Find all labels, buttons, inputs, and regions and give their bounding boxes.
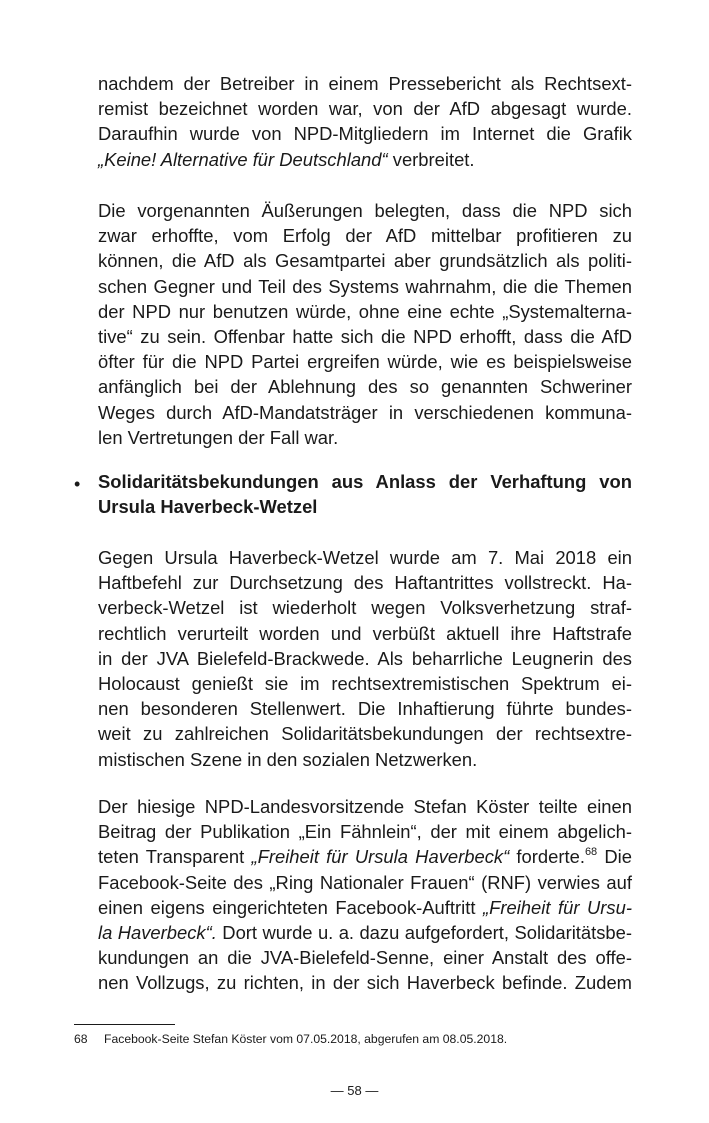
text-fragment: einen eigens eingerichteten Facebook-Auftritt — [98, 896, 483, 918]
text-line: Haftbefehl zur Durchsetzung des Haftantrittes vollstreckt. Ha- — [98, 572, 632, 594]
italic-quote: „Freiheit für Ursu- — [483, 896, 632, 918]
text-line: schen Gegner und Teil des Systems wahrnahm, die die Themen — [98, 275, 632, 297]
italic-quote: la Haverbeck“. — [98, 922, 217, 944]
heading-line: Ursula Haverbeck-Wetzel — [98, 496, 318, 518]
text-line: Beitrag der Publikation „Ein Fähnlein“, der mit einem abgelich- — [98, 821, 632, 843]
paragraph-4 — [98, 794, 632, 996]
text-line: Daraufhin wurde von NPD-Mitgliedern im Internet die Grafik — [98, 123, 632, 145]
text-line: Holocaust genießt sie im rechtsextremistischen Spektrum ei- — [98, 673, 632, 695]
text-fragment: forderte. — [509, 846, 585, 868]
footnote-reference[interactable]: 68 — [584, 846, 598, 859]
text-line: remist bezeichnet worden war, von der AfD abgesagt wurde. — [98, 98, 632, 120]
text-line: nen besonderen Stellenwert. Die Inhaftierung führte bundes- — [98, 698, 632, 720]
text-line: öfter für die NPD Partei ergreifen würde, wie es beispielsweise — [98, 351, 632, 373]
text-line: zwar erhoffte, vom Erfolg der AfD mittelbar profitieren zu — [98, 225, 632, 247]
paragraph-1 — [98, 71, 632, 172]
text-line: können, die AfD als Gesamtpartei aber grundsätzlich als politi- — [98, 250, 632, 272]
footnote — [74, 1031, 507, 1047]
text-line: Die vorgenannten Äußerungen belegten, dass die NPD sich — [98, 200, 632, 221]
page-number: — 58 — — [330, 1083, 379, 1098]
text-line: nachdem der Betreiber in einem Pressebericht als Rechtsext- — [98, 73, 632, 94]
bullet-icon: • — [74, 474, 81, 494]
heading-line: Solidaritätsbekundungen aus Anlass der Verhaftung von — [98, 471, 632, 492]
text-fragment: verbreitet. — [387, 148, 475, 170]
text-line: rechtlich verurteilt worden und verbüßt aktuell ihre Haftstrafe — [98, 622, 632, 644]
text-line: in der JVA Bielefeld-Brackwede. Als beharrliche Leugnerin des — [98, 647, 632, 669]
text-fragment: Dort wurde u. a. dazu aufgefordert, Solidaritätsbe- — [216, 922, 632, 944]
text-line: nen Vollzugs, zu richten, in der sich Haverbeck befinde. Zudem — [98, 972, 632, 994]
section-heading — [98, 469, 632, 519]
footnote-number: 68 — [74, 1032, 88, 1046]
text-line: len Vertretungen der Fall war. — [98, 426, 339, 448]
text-line: anfänglich bei der Ablehnung des so genannten Schweriner — [98, 376, 632, 398]
text-fragment: Die — [597, 846, 632, 868]
text-line: Gegen Ursula Haverbeck-Wetzel wurde am 7. Mai 2018 ein — [98, 547, 632, 568]
italic-quote: „Freiheit für Ursula Haverbeck“ — [251, 846, 510, 868]
text-fragment: teten Transparent — [98, 846, 252, 868]
text-line: weit zu zahlreichen Solidaritätsbekundungen der rechtsextre- — [98, 723, 632, 745]
text-line — [98, 147, 632, 172]
text-line: kundungen an die JVA-Bielefeld-Senne, einer Anstalt des offe- — [98, 947, 632, 969]
text-line: mistischen Szene in den sozialen Netzwerken. — [98, 748, 478, 770]
text-line: verbeck-Wetzel ist wiederholt wegen Volksverhetzung straf- — [98, 597, 632, 619]
footnote-divider — [74, 1024, 175, 1025]
text-line: Facebook-Seite des „Ring Nationaler Frauen“ (RNF) verwies auf — [98, 871, 632, 893]
paragraph-2 — [98, 198, 632, 450]
text-line: Der hiesige NPD-Landesvorsitzende Stefan Köster teilte einen — [98, 796, 632, 817]
text-line: tive“ zu sein. Offenbar hatte sich die NPD erhofft, dass die AfD — [98, 326, 632, 348]
italic-quote: „Keine! Alternative für Deutschland“ — [98, 148, 388, 170]
footnote-text: Facebook-Seite Stefan Köster vom 07.05.2018, abgerufen am 08.05.2018. — [104, 1032, 508, 1046]
text-line — [98, 920, 632, 945]
text-line — [98, 844, 632, 869]
text-line: Weges durch AfD-Mandatsträger in verschiedenen kommuna- — [98, 401, 632, 423]
paragraph-3 — [98, 545, 632, 772]
text-line: der NPD nur benutzen würde, ohne eine echte „Systemalterna- — [98, 300, 632, 322]
text-line — [98, 895, 632, 920]
